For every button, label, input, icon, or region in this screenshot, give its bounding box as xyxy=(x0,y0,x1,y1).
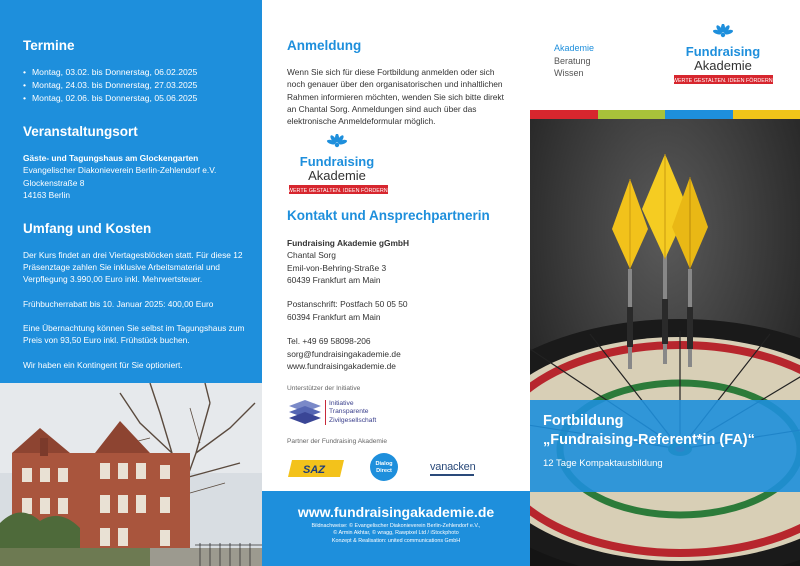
venue-photo xyxy=(0,383,262,566)
itz-text xyxy=(325,400,445,425)
middle-panel xyxy=(262,0,530,566)
logo-tagline: WERTE GESTALTEN. IDEEN FÖRDERN. xyxy=(672,78,775,84)
contact-person: Chantal Sorg xyxy=(287,250,336,261)
venue-city: 14163 Berlin xyxy=(23,189,71,200)
costs-paragraph: Frühbucherrabatt bis 10. Januar 2025: 400,00 Euro xyxy=(23,298,214,309)
course-title xyxy=(543,412,755,449)
credit-line: © Armin Akhtar, © wragg, Rawpixel Ltd / iStockphoto xyxy=(333,530,459,537)
credits xyxy=(262,523,530,545)
itz-line: Transparente xyxy=(329,408,369,416)
stripe xyxy=(598,110,666,119)
dates-title: Termine xyxy=(23,38,75,53)
footer-bar xyxy=(262,491,530,566)
course-title-line1: Fortbildung xyxy=(543,413,624,429)
contact-phone: Tel. +49 69 58098-206 xyxy=(287,336,371,347)
contact-title: Kontakt und Ansprechpartnerin xyxy=(287,208,490,223)
stripe xyxy=(665,110,733,119)
logo-text-line2: Akademie xyxy=(694,58,752,73)
venue-street: Glockenstraße 8 xyxy=(23,177,85,188)
fundraising-akademie-logo xyxy=(668,24,778,88)
academy-keywords xyxy=(554,42,594,80)
costs-text xyxy=(23,249,251,383)
registration-title: Anmeldung xyxy=(287,38,362,53)
course-title-box xyxy=(530,400,800,492)
logo-tagline: WERTE GESTALTEN. IDEEN FÖRDERN. xyxy=(287,188,390,194)
credit-line: Konzept & Realisation: united communications GmbH xyxy=(331,537,461,544)
registration-text: Wenn Sie sich für diese Fortbildung anmelden oder sich noch genauer über den organisatorischen und inhaltlichen Rahmen informieren möchten, wenden Sie sich bitte direkt an Chantal Sorg. Anmeldungen sind auch über das elektronische Anmeldeformular möglich. xyxy=(287,67,504,127)
right-panel xyxy=(530,0,800,566)
keyword: Beratung xyxy=(554,55,591,66)
contact-city: 60439 Frankfurt am Main xyxy=(287,274,381,285)
footer-url[interactable]: www.fundraisingakademie.de xyxy=(297,504,495,520)
itz-line: Zivilgesellschaft xyxy=(329,416,377,424)
stripe xyxy=(733,110,800,119)
vanacken-logo: vanacken xyxy=(430,461,476,473)
date-item: • Montag, 24.03. bis Donnerstag, 27.03.2025 xyxy=(23,79,197,92)
venue-address xyxy=(23,152,216,201)
costs-paragraph: Wir haben ein Kontingent für Sie optioniert. xyxy=(23,359,183,370)
dialog-line: Dialog xyxy=(375,461,393,467)
contact-org: Fundraising Akademie gGmbH xyxy=(287,238,410,248)
fundraising-akademie-logo xyxy=(284,134,394,198)
left-panel xyxy=(0,0,262,566)
color-stripes xyxy=(530,110,800,119)
credit-line: Bildnachweise: © Evangelischer Diakonieverein Berlin-Zehlendorf e.V., xyxy=(311,523,481,529)
venue-title: Veranstaltungsort xyxy=(23,124,138,139)
date-item: • Montag, 03.02. bis Donnerstag, 06.02.2025 xyxy=(23,66,197,79)
date-item: • Montag, 02.06. bis Donnerstag, 05.06.2025 xyxy=(23,92,197,105)
venue-name: Gäste- und Tagungshaus am Glockengarten xyxy=(23,153,199,163)
logo-text-line1: Fundraising xyxy=(299,154,375,169)
venue-org: Evangelischer Diakonieverein Berlin-Zehlendorf e.V. xyxy=(23,165,217,176)
keyword: Akademie xyxy=(554,43,595,53)
contact-postbox-city: 60394 Frankfurt am Main xyxy=(287,311,381,322)
itz-line: Initiative xyxy=(329,400,354,407)
course-title-line2: „Fundraising-Referent*in (FA)“ xyxy=(543,431,755,448)
course-subtitle: 12 Tage Kompaktausbildung xyxy=(543,458,663,469)
saz-logo xyxy=(288,460,344,477)
saz-text: SAZ xyxy=(303,464,325,476)
dates-list xyxy=(23,66,197,105)
stripe xyxy=(530,110,598,119)
logo-text-line1: Fundraising xyxy=(685,44,761,59)
supporter-label: Unterstützer der Initiative xyxy=(287,385,361,392)
contact-street: Emil-von-Behring-Straße 3 xyxy=(287,262,387,273)
logo-text-line2: Akademie xyxy=(308,168,366,183)
keyword: Wissen xyxy=(554,68,584,79)
vanacken-underline xyxy=(430,474,474,476)
itz-logo xyxy=(287,398,377,433)
contact-block xyxy=(287,237,512,372)
darts-photo xyxy=(530,119,800,566)
contact-email[interactable]: sorg@fundraisingakademie.de xyxy=(287,348,401,359)
partner-label: Partner der Fundraising Akademie xyxy=(287,438,388,445)
itz-icon xyxy=(287,398,323,428)
costs-title: Umfang und Kosten xyxy=(23,221,152,236)
contact-postbox: Postanschrift: Postfach 50 05 50 xyxy=(287,299,408,310)
dialog-direct-logo xyxy=(370,453,398,481)
costs-paragraph: Eine Übernachtung können Sie selbst im Tagungshaus zum Preis von 93,50 Euro inkl. Frühstück buchen. xyxy=(23,323,245,346)
contact-web[interactable]: www.fundraisingakademie.de xyxy=(287,360,396,371)
costs-paragraph: Der Kurs findet an drei Viertagesblöcken statt. Für diese 12 Präsenztage zahlen Sie inklusive Arbeitsmaterial und Verpflegung 3.990,00 Euro inkl. Mehrwertsteuer. xyxy=(23,250,243,285)
dialog-line: Direct xyxy=(376,467,392,474)
